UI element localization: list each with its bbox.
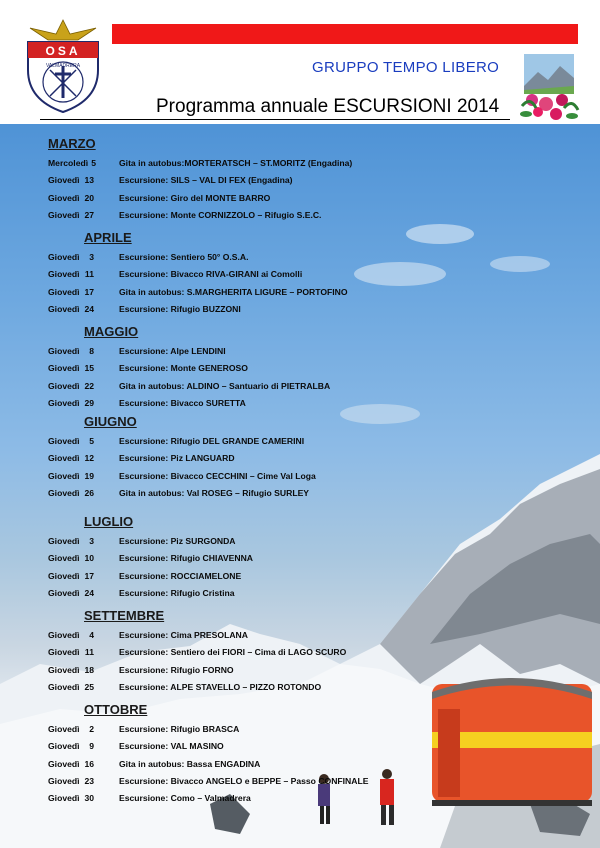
event-description: Escursione: Bivacco SURETTA [119,397,246,408]
event-description: Gita in autobus: Val ROSEG – Rifugio SURLEY [119,487,310,498]
event-date: 10 [84,553,94,564]
event-description: Escursione: Piz SURGONDA [119,536,236,546]
event-day: Giovedì [48,380,80,391]
month-heading: GIUGNO [84,414,137,429]
event-description: Escursione: Bivacco ANGELO e BEPPE – Passo CONFINALE [119,775,369,786]
event-date: 11 [84,269,94,280]
logo-subtext: VALMADRERA [45,63,81,69]
month-heading: APRILE [84,230,132,245]
event-description: Escursione: Giro del MONTE BARRO [119,192,271,203]
event-description: Escursione: Monte CORNIZZOLO – Rifugio S.E.C. [119,209,322,220]
event-date: 2 [89,724,94,734]
event-description: Escursione: Monte GENEROSO [119,363,248,374]
event-description: Escursione: ALPE STAVELLO – PIZZO ROTONDO [119,681,322,692]
event-description: Escursione: VAL MASINO [119,741,224,752]
event-description: Gita in autobus: Bassa ENGADINA [119,758,261,769]
osa-logo [22,14,104,114]
event-day: Giovedì [48,286,80,297]
event-description: Escursione: Rifugio BRASCA [119,724,240,734]
event-description: Escursione: Bivacco RIVA-GIRANI ai Comolli [119,269,303,280]
month-heading: OTTOBRE [84,702,148,717]
event-description: Escursione: Cima PRESOLANA [119,630,248,640]
event-date: 8 [89,346,94,356]
event-day: Giovedì [48,192,80,203]
event-date: 20 [84,192,94,203]
event-day: Giovedì [48,647,80,658]
event-day: Giovedì [48,397,80,408]
month-heading: MARZO [48,136,96,151]
event-day: Giovedì [48,775,80,786]
event-date: 23 [84,775,94,786]
event-description: Escursione: Alpe LENDINI [119,346,226,356]
event-description: Escursione: Como – Valmadrera [119,793,251,804]
event-day: Giovedì [48,664,80,675]
event-day: Giovedì [48,793,80,804]
event-date: 12 [84,453,94,464]
event-date: 9 [89,741,94,752]
event-description: Gita in autobus: S.MARGHERITA LIGURE – PORTOFINO [119,286,348,297]
event-date: 30 [84,793,94,804]
event-description: Escursione: Rifugio BUZZONI [119,303,241,314]
event-date: 3 [89,536,94,546]
group-name: GRUPPO TEMPO LIBERO [312,59,500,76]
event-day: Giovedì [48,269,80,280]
event-day: Giovedì [48,630,80,640]
event-date: 16 [84,758,94,769]
event-day: Giovedì [48,681,80,692]
event-day: Giovedì [48,470,80,481]
header-red-bar [112,24,578,44]
event-date: 24 [84,587,94,598]
event-date: 17 [84,570,94,581]
event-description: Escursione: Rifugio DEL GRANDE CAMERINI [119,436,305,446]
event-day: Giovedì [48,553,80,564]
month-heading: MAGGIO [84,324,139,339]
event-day: Giovedì [48,303,80,314]
event-date: 18 [84,664,94,675]
logo-osa-text: OSA [45,44,81,58]
event-date: 27 [84,209,94,220]
event-description: Escursione: Rifugio CHIAVENNA [119,553,254,564]
event-day: Giovedì [48,741,80,752]
event-description: Escursione: Piz LANGUARD [119,453,235,464]
event-date: 11 [84,647,94,658]
event-description: Escursione: ROCCIAMELONE [119,570,242,581]
event-date: 5 [89,436,94,446]
event-day: Giovedì [48,363,80,374]
flowers-illustration [516,52,582,122]
event-day: Giovedì [48,252,80,262]
event-date: 25 [84,681,94,692]
event-date: 3 [89,252,94,262]
event-date: 5 [91,158,96,168]
event-description: Gita in autobus: ALDINO – Santuario di PIETRALBA [119,380,331,391]
event-day: Giovedì [48,209,80,220]
event-date: 15 [84,363,94,374]
event-day: Mercoledì [48,158,89,168]
event-day: Giovedì [48,436,80,446]
event-description: Escursione: Sentiero dei FIORI – Cima di LAGO SCURO [119,647,347,658]
event-day: Giovedì [48,346,80,356]
event-date: 19 [84,470,94,481]
event-day: Giovedì [48,758,80,769]
event-date: 13 [84,175,94,186]
event-description: Escursione: Rifugio FORNO [119,664,234,675]
event-day: Giovedì [48,536,80,546]
event-date: 29 [84,397,94,408]
event-date: 17 [84,286,94,297]
event-day: Giovedì [48,587,80,598]
page-title: Programma annuale ESCURSIONI 2014 [156,96,500,117]
event-day: Giovedì [48,724,80,734]
event-description: Gita in autobus:MORTERATSCH – ST.MORITZ (Engadina) [119,158,353,168]
event-day: Giovedì [48,175,80,186]
event-day: Giovedì [48,487,80,498]
title-underline [40,119,510,120]
event-description: Escursione: SILS – VAL DI FEX (Engadina) [119,175,293,186]
event-description: Escursione: Sentiero 50° O.S.A. [119,252,249,262]
event-day: Giovedì [48,453,80,464]
month-heading: SETTEMBRE [84,608,165,623]
event-date: 4 [89,630,94,640]
event-description: Escursione: Rifugio Cristina [119,587,235,598]
month-heading: LUGLIO [84,514,134,529]
event-description: Escursione: Bivacco CECCHINI – Cime Val Loga [119,470,316,481]
event-date: 24 [84,303,94,314]
event-day: Giovedì [48,570,80,581]
event-date: 22 [84,380,94,391]
event-date: 26 [84,487,94,498]
